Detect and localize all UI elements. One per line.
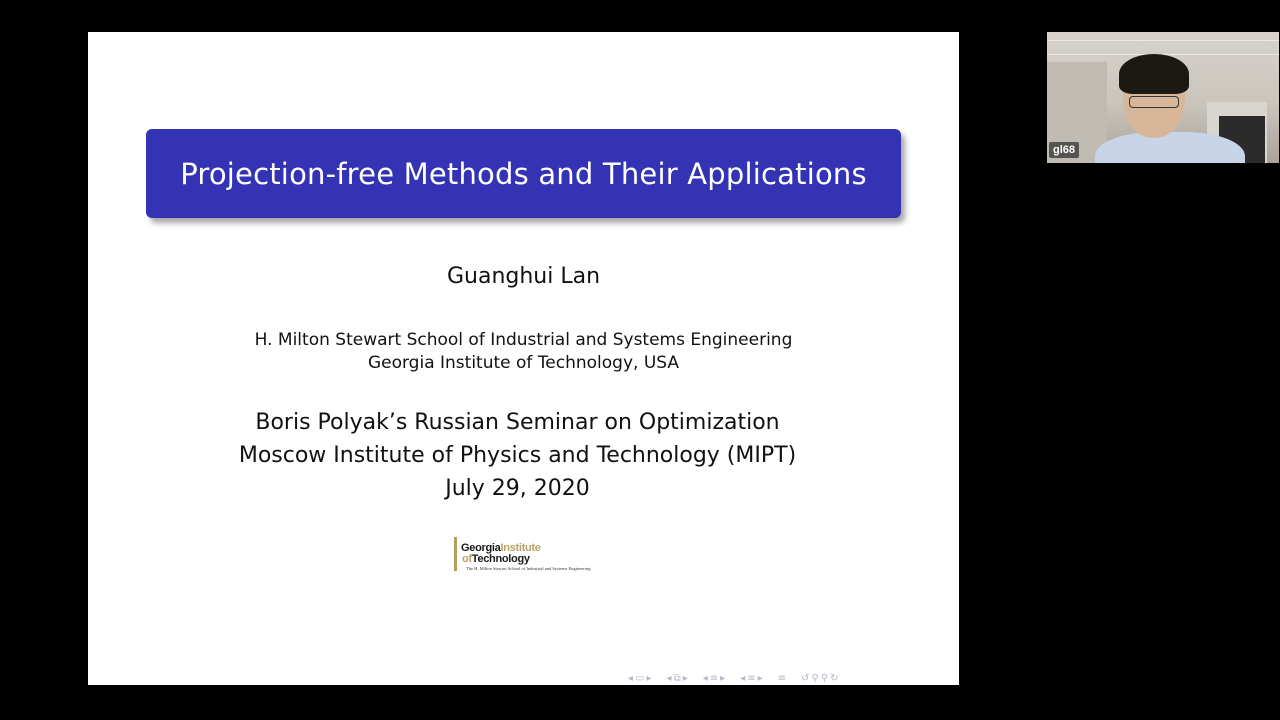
logo-tower-mark xyxy=(454,537,457,571)
event-date: July 29, 2020 xyxy=(445,476,590,501)
participant-video-tile[interactable] xyxy=(1047,32,1279,163)
nav-zoom-icon[interactable]: ⚲ xyxy=(820,672,829,684)
nav-left-arrow-icon[interactable]: ◂ xyxy=(628,672,634,684)
nav-frame-group[interactable] xyxy=(667,673,688,684)
nav-left-arrow-icon[interactable]: ◂ xyxy=(666,672,672,684)
nav-slide-group[interactable] xyxy=(628,673,652,684)
participant-glasses xyxy=(1129,96,1179,108)
event-line-2: Moscow Institute of Physics and Technology (MIPT) xyxy=(238,443,797,468)
nav-frame-icon[interactable]: ⧉ xyxy=(673,672,681,684)
beamer-navigation-bar[interactable] xyxy=(628,670,850,686)
participant-hair xyxy=(1119,54,1189,94)
nav-left-arrow-icon[interactable]: ◂ xyxy=(702,672,708,684)
logo-line-2: ofTechnology xyxy=(462,553,530,565)
nav-right-arrow-icon[interactable]: ▸ xyxy=(682,672,688,684)
nav-slide-icon[interactable]: ▭ xyxy=(635,672,645,684)
presentation-slide xyxy=(88,32,959,685)
nav-doc-icon[interactable]: ≡ xyxy=(777,672,787,684)
nav-subsection-group[interactable] xyxy=(703,673,725,684)
slide-title: Projection-free Methods and Their Applications xyxy=(180,156,867,191)
logo-line-1: GeorgiaInstitute xyxy=(461,542,541,554)
author-name: Guanghui Lan xyxy=(446,264,601,289)
participant-name-label: gl68 xyxy=(1049,142,1079,158)
nav-right-arrow-icon[interactable]: ▸ xyxy=(757,672,763,684)
nav-left-arrow-icon[interactable]: ◂ xyxy=(740,672,746,684)
participant-body xyxy=(1095,132,1245,163)
nav-doc-group[interactable] xyxy=(778,673,786,684)
nav-right-arrow-icon[interactable]: ▸ xyxy=(646,672,652,684)
affiliation-line-1: H. Milton Stewart School of Industrial and Systems Engineering xyxy=(254,330,793,350)
nav-right-arrow-icon[interactable]: ▸ xyxy=(720,672,726,684)
nav-undo-icon[interactable]: ↺ xyxy=(801,672,810,684)
nav-subsection-icon[interactable]: ≡ xyxy=(709,672,719,684)
affiliation-line-2: Georgia Institute of Technology, USA xyxy=(367,353,680,373)
georgia-tech-logo xyxy=(454,537,594,573)
logo-subtitle: The H. Milton Stewart School of Industrial and Systems Engineering xyxy=(466,566,591,571)
event-line-1: Boris Polyak’s Russian Seminar on Optimization xyxy=(255,410,780,435)
nav-search-group[interactable] xyxy=(801,673,838,684)
ceiling-tile-line xyxy=(1047,40,1279,41)
nav-search-icon[interactable]: ⚲ xyxy=(811,672,819,684)
title-banner xyxy=(146,129,901,218)
nav-section-group[interactable] xyxy=(740,673,762,684)
nav-section-icon[interactable]: ≡ xyxy=(747,672,756,684)
nav-redo-icon[interactable]: ↻ xyxy=(830,672,839,684)
